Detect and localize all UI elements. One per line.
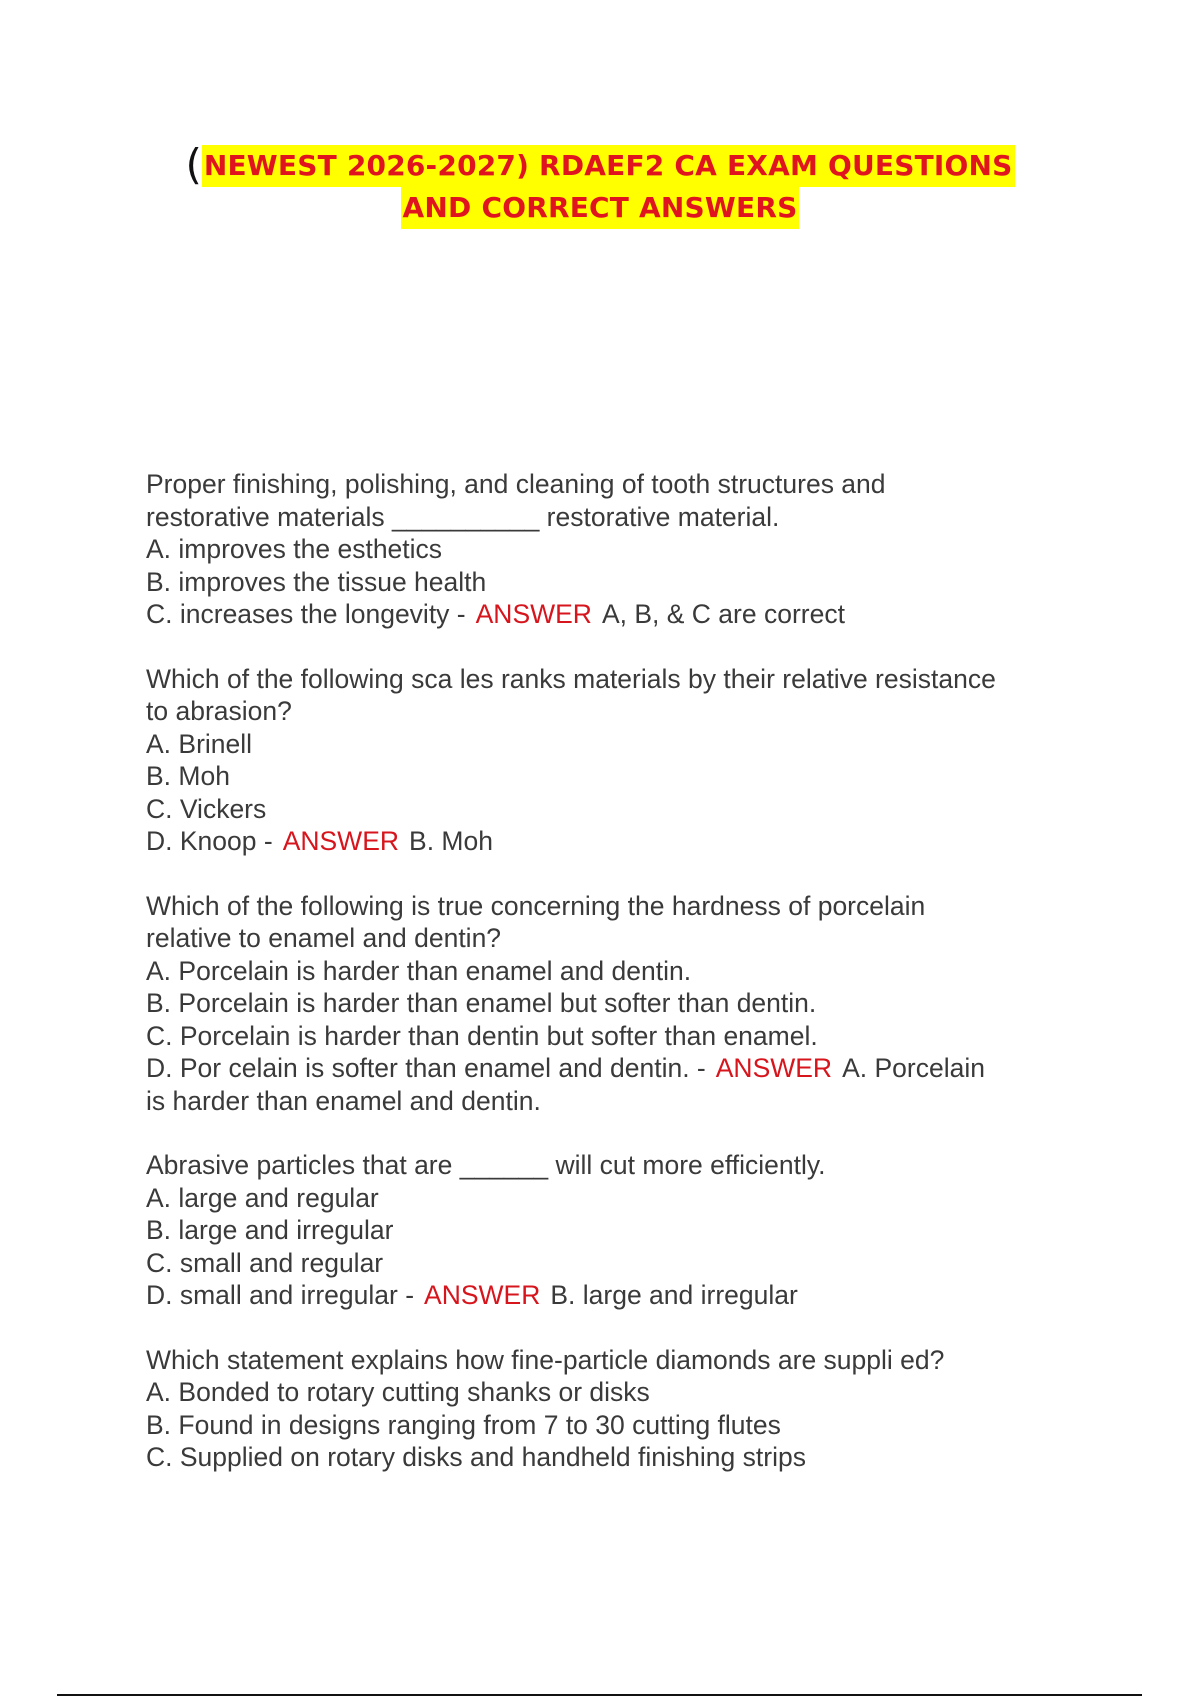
correct-answer-continuation: is harder than enamel and dentin. — [146, 1085, 541, 1116]
answer-option: C. small and regular — [146, 1247, 384, 1278]
answer-option: B. improves the tissue health — [146, 566, 487, 597]
answer-option: A. large and regular — [146, 1182, 379, 1213]
correct-answer-text: B. Moh — [409, 826, 493, 856]
answer-line — [146, 1279, 1076, 1312]
correct-answer-text: A. Porcelain — [842, 1053, 985, 1083]
title-text-line-2: AND CORRECT ANSWERS — [401, 187, 800, 229]
question-block — [146, 1344, 1076, 1474]
answer-option: A. Bonded to rotary cutting shanks or disks — [146, 1377, 650, 1407]
question-prompt-line: to abrasion? — [146, 696, 292, 726]
question-block — [146, 1149, 1076, 1312]
answer-option: A. Porcelain is harder than enamel and dentin. — [146, 955, 692, 986]
question-prompt-line: Which of the following sca les ranks materials by their relative resistance — [146, 663, 996, 694]
title-line-1 — [0, 140, 1200, 189]
answer-label: ANSWER — [475, 599, 592, 629]
answer-option: A. Brinell — [146, 728, 253, 759]
answer-option: B. large and irregular — [146, 1215, 394, 1245]
answer-option: C. Supplied on rotary disks and handheld finishing strips — [146, 1442, 806, 1472]
last-option: C. increases the longevity - — [146, 599, 466, 629]
document-title — [0, 140, 1200, 229]
answer-option: B. Moh — [146, 761, 230, 791]
question-block — [146, 890, 1076, 1118]
question-prompt-line: Proper finishing, polishing, and cleaning of tooth structures and — [146, 469, 886, 499]
title-open-paren: ( — [185, 140, 202, 189]
question-prompt-line: Which of the following is true concerning the hardness of porcelain — [146, 890, 926, 921]
footer-divider — [57, 1694, 1142, 1696]
answer-label: ANSWER — [715, 1053, 833, 1083]
correct-answer-text: B. large and irregular — [550, 1280, 798, 1310]
answer-line — [146, 825, 1076, 858]
question-prompt-line: restorative materials __________ restorative material. — [146, 501, 780, 532]
answer-label: ANSWER — [282, 826, 400, 856]
question-list — [146, 468, 1076, 1506]
question-prompt-line: relative to enamel and dentin? — [146, 923, 502, 953]
correct-answer-text: A, B, & C are correct — [601, 599, 845, 629]
title-line-2 — [0, 187, 1200, 229]
answer-option: B. Porcelain is harder than enamel but softer than dentin. — [146, 988, 817, 1018]
last-option: D. small and irregular - — [146, 1280, 415, 1310]
answer-option: C. Porcelain is harder than dentin but softer than enamel. — [146, 1020, 818, 1051]
last-option: D. Knoop - — [146, 826, 273, 856]
answer-option: A. improves the esthetics — [146, 534, 443, 564]
last-option: D. Por celain is softer than enamel and dentin. - — [146, 1053, 706, 1083]
answer-label: ANSWER — [424, 1280, 541, 1310]
answer-line — [146, 598, 1076, 631]
answer-line — [146, 1052, 1076, 1085]
question-block — [146, 663, 1076, 858]
question-prompt-line: Which statement explains how fine-particle diamonds are suppli ed? — [146, 1344, 945, 1375]
title-text-line-1: NEWEST 2026-2027) RDAEF2 CA EXAM QUESTIONS — [202, 145, 1015, 187]
answer-option: B. Found in designs ranging from 7 to 30 cutting flutes — [146, 1409, 781, 1440]
question-block — [146, 468, 1076, 631]
answer-option: C. Vickers — [146, 793, 267, 824]
question-prompt-line: Abrasive particles that are ______ will cut more efficiently. — [146, 1150, 826, 1180]
